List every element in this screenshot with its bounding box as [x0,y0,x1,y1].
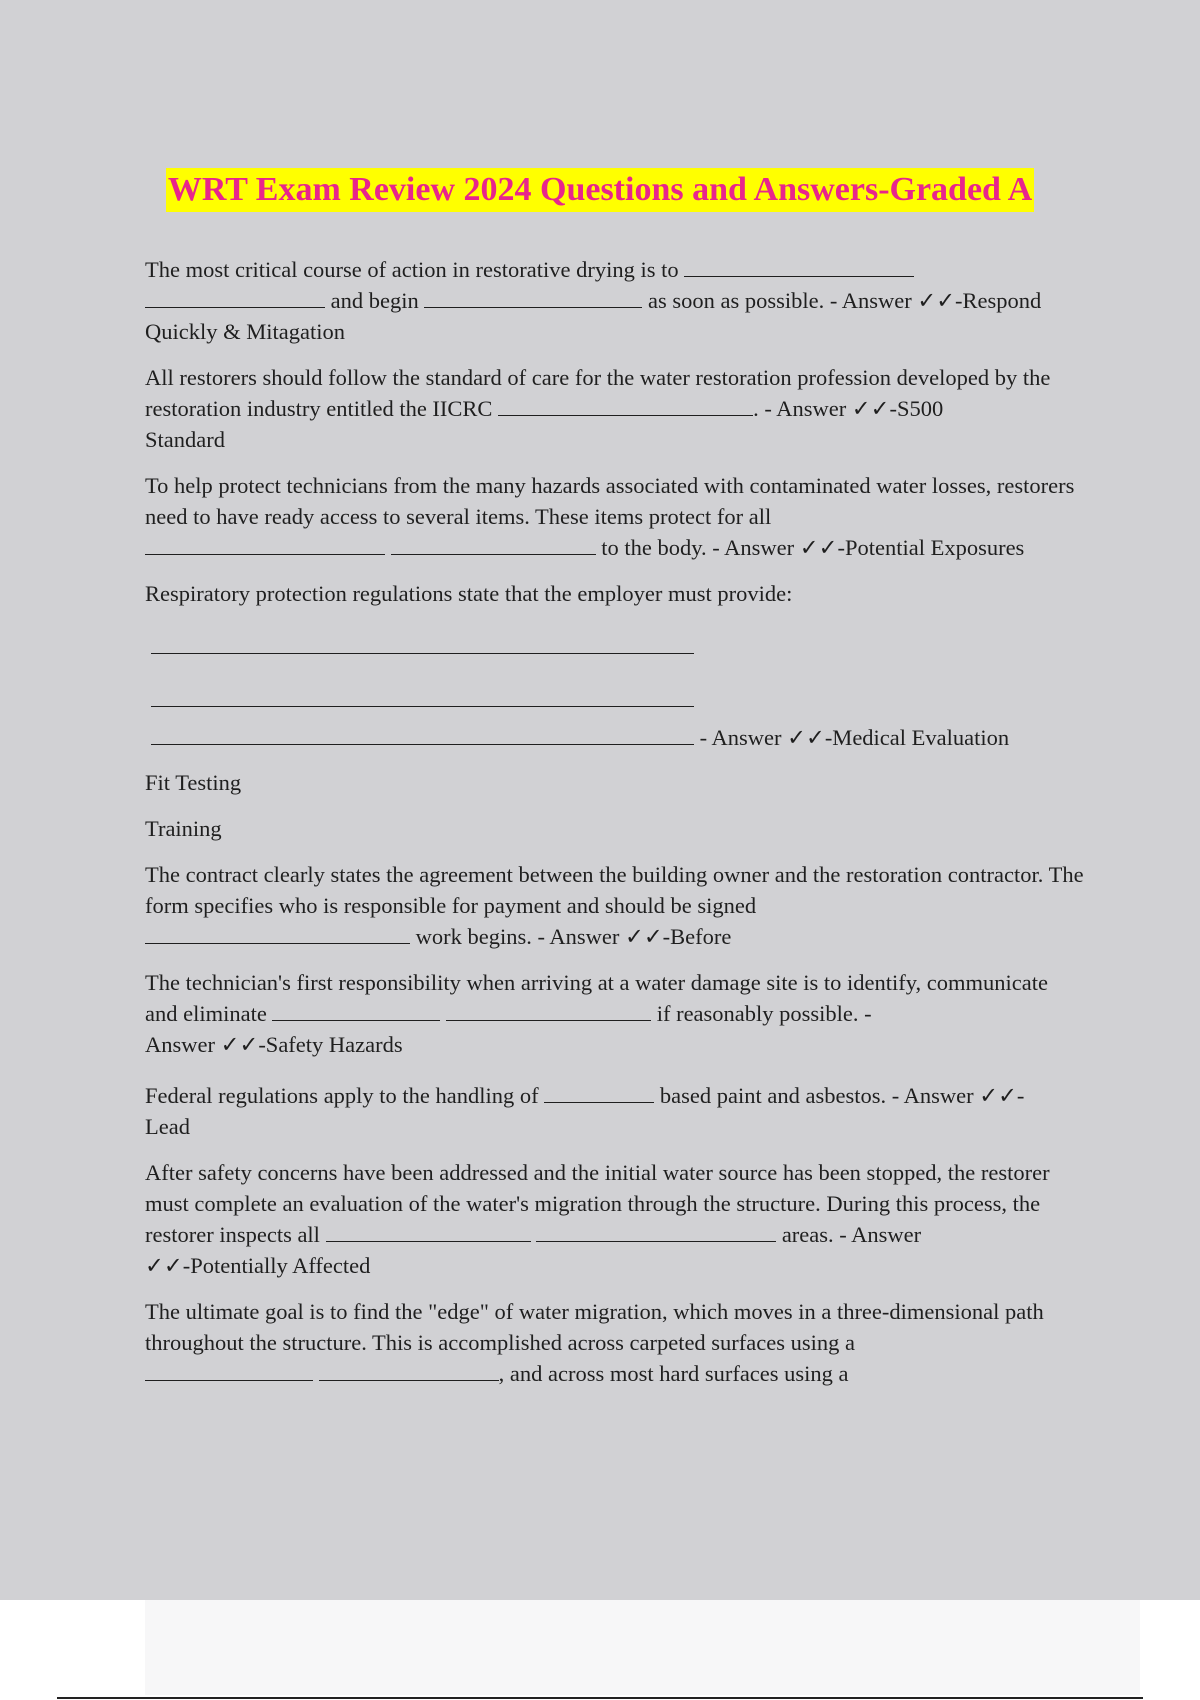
question-8-text-2: areas. - Answer [781,1222,922,1247]
question-8-answer: ✓✓-Potentially Affected [145,1253,371,1278]
blank-line [536,1219,776,1242]
answer-item [145,813,1085,844]
question-2-text: All restorers should follow the standard of care for the water restoration profession developed by the restoration industry entitled the IICRC [145,365,1051,421]
next-page-strip [145,1600,1140,1695]
question-3-answer: to the body. - Answer ✓✓-Potential Exposures [601,535,1025,560]
blank-line [446,998,651,1021]
page-title: WRT Exam Review 2024 Questions and Answers-Graded A [166,168,1034,212]
blank-line [544,1080,654,1103]
blank-line [151,722,694,745]
blank-line [151,684,694,707]
question-1-text: The most critical course of action in restorative drying is to [145,257,679,282]
answer-fit-testing: Fit Testing [145,770,242,795]
question-9 [145,1296,1085,1389]
question-2 [145,362,1085,455]
question-6-text-2: if reasonably possible. - [656,1001,872,1026]
blank-line [145,285,325,308]
question-1 [145,254,1085,347]
response-line [151,631,1085,651]
question-4-answer: - Answer ✓✓-Medical Evaluation [699,725,1010,750]
question-4 [145,578,1085,609]
question-1-text-2: and begin [330,288,419,313]
question-9-text: The ultimate goal is to find the "edge" of water migration, which moves in a three-dimensional path throughout the structure. This is accomplished across carpeted surfaces using a [145,1299,1044,1355]
question-4-text: Respiratory protection regulations state that the employer must provide: [145,581,793,606]
document-body [145,254,1085,1404]
blank-line [319,1358,499,1381]
blank-line [272,998,440,1021]
question-8 [145,1157,1085,1281]
answer-item [145,767,1085,798]
blank-line [326,1219,531,1242]
blank-line [145,921,410,944]
question-6-answer: Answer ✓✓-Safety Hazards [145,1032,403,1057]
question-5-answer: work begins. - Answer ✓✓-Before [415,924,732,949]
footer-divider [57,1697,1143,1699]
blank-line [151,631,694,654]
blank-line [684,254,914,277]
question-7 [145,1080,1085,1142]
question-6-text: The technician's first responsibility when arriving at a water damage site is to identify, communicate and eliminate [145,970,1048,1026]
blank-line [391,532,596,555]
question-5-text: The contract clearly states the agreement between the building owner and the restoration contractor. The form specifies who is responsible for payment and should be signed [145,862,1084,918]
question-1-answer-2: Quickly & Mitagation [145,319,345,344]
response-line-answer [151,722,1085,753]
question-1-answer: as soon as possible. - Answer ✓✓-Respond [647,288,1042,313]
question-7-answer-2: Lead [145,1114,190,1139]
question-2-answer-2: Standard [145,427,225,452]
question-8-text: After safety concerns have been addressed and the initial water source has been stopped, the restorer must complete an evaluation of the water's migration through the structure. During this process, the restorer inspects all [145,1160,1050,1247]
question-7-text: Federal regulations apply to the handling of [145,1083,539,1108]
question-9-text-2: , and across most hard surfaces using a [498,1361,849,1386]
question-3-text: To help protect technicians from the many hazards associated with contaminated water losses, restorers need to have ready access to several items. These items protect for all [145,473,1075,529]
question-3 [145,470,1085,563]
blank-line [424,285,642,308]
question-2-answer: . - Answer ✓✓-S500 [753,396,944,421]
response-line [151,684,1085,704]
question-7-answer: based paint and asbestos. - Answer ✓✓- [659,1083,1025,1108]
title-container [0,168,1200,212]
blank-line [145,1358,313,1381]
question-5 [145,859,1085,952]
blank-line [498,393,753,416]
answer-training: Training [145,816,222,841]
question-6 [145,967,1085,1060]
blank-line [145,532,385,555]
